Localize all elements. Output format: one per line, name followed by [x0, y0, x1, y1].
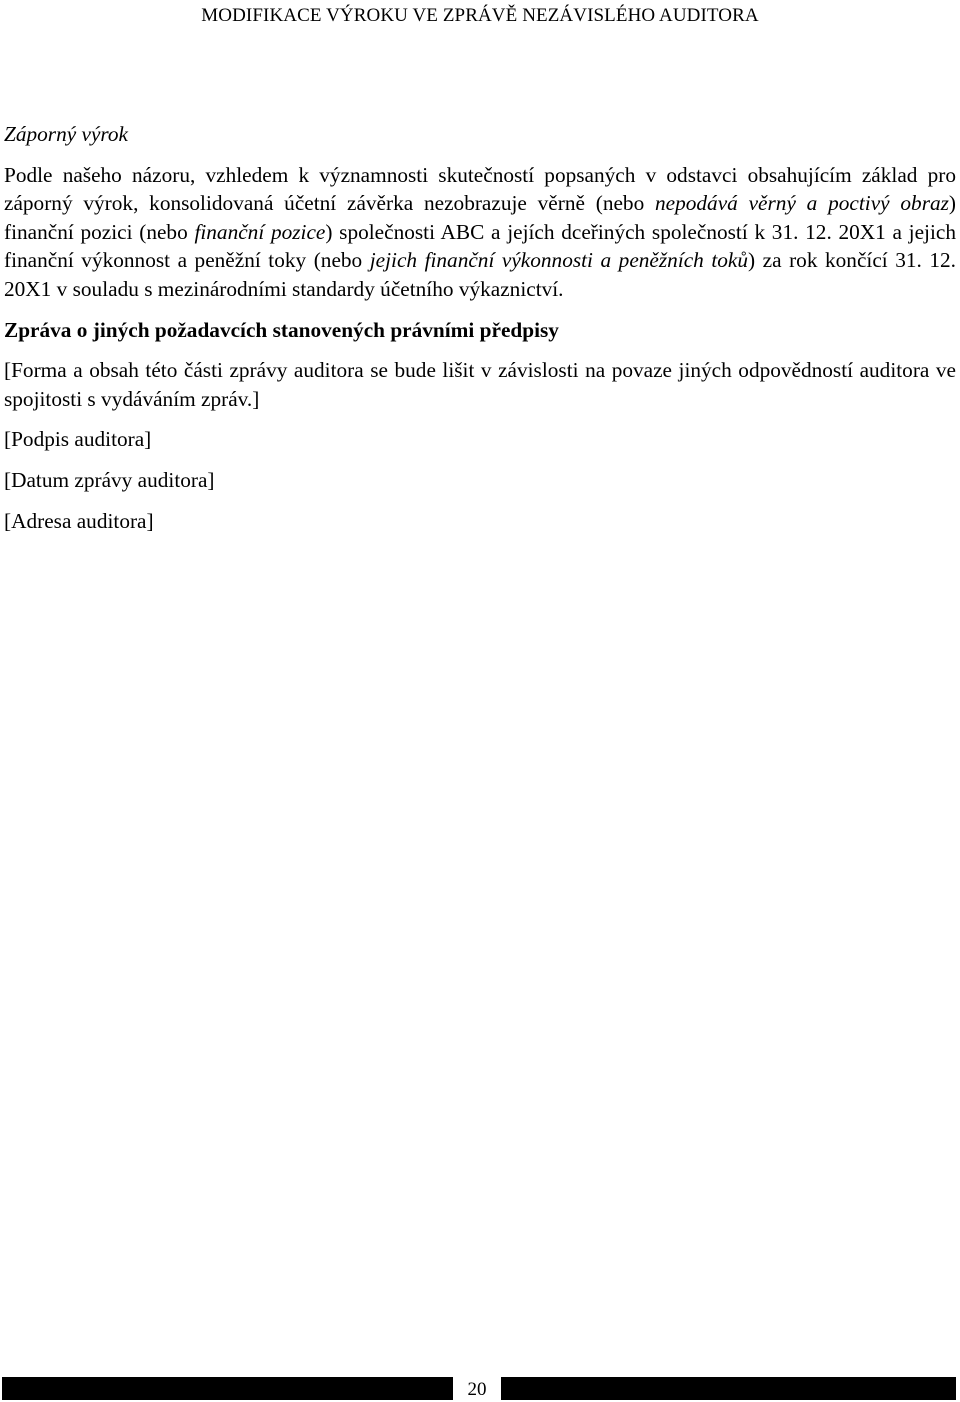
paragraph-italic-text: finanční pozice — [194, 219, 326, 244]
other-requirements-paragraph: [Forma a obsah této části zprávy auditora se bude lišit v závislosti na povaze jiných odpovědností auditora ve spojitosti s vydáváním zpráv.] — [4, 358, 956, 411]
paragraph-italic-text: nepodává věrný a poctivý obraz — [655, 191, 949, 216]
auditor-signature-placeholder: [Podpis auditora] — [4, 427, 152, 452]
paragraph-italic-text: jejich finanční výkonnosti a peněžních toků — [369, 248, 749, 273]
paragraph-text: Podle našeho názoru, vzhledem k významnosti skutečností popsaných v odstavci obsahujícím základ pro záporný výrok, konsolidovaná účetní závěrka nezobrazuje věrně (nebo — [4, 162, 956, 216]
document-body — [4, 120, 956, 547]
paragraph-text: ) společnosti ABC a jejích dceřiných společností k 31. 12. 20X1 a jejich finanční výkonnost a peněžní toky (nebo — [4, 219, 956, 273]
page-number: 20 — [453, 1377, 501, 1400]
paragraph-text: ) za rok končící 31. 12. 20X1 v souladu s mezinárodními standardy účetního výkaznictví. — [4, 248, 956, 301]
adverse-opinion-paragraph — [4, 161, 956, 304]
report-date-placeholder: [Datum zprávy auditora] — [4, 467, 215, 492]
section-heading-adverse-opinion: Záporný výrok — [4, 122, 129, 146]
paragraph-text: ) finanční pozici (nebo — [4, 191, 957, 244]
section-heading-other-requirements: Zpráva o jiných požadavcích stanovených právními předpisy — [4, 317, 559, 342]
running-header: MODIFIKACE VÝROKU VE ZPRÁVĚ NEZÁVISLÉHO AUDITORA — [201, 5, 759, 26]
auditor-address-placeholder: [Adresa auditora] — [4, 508, 154, 533]
